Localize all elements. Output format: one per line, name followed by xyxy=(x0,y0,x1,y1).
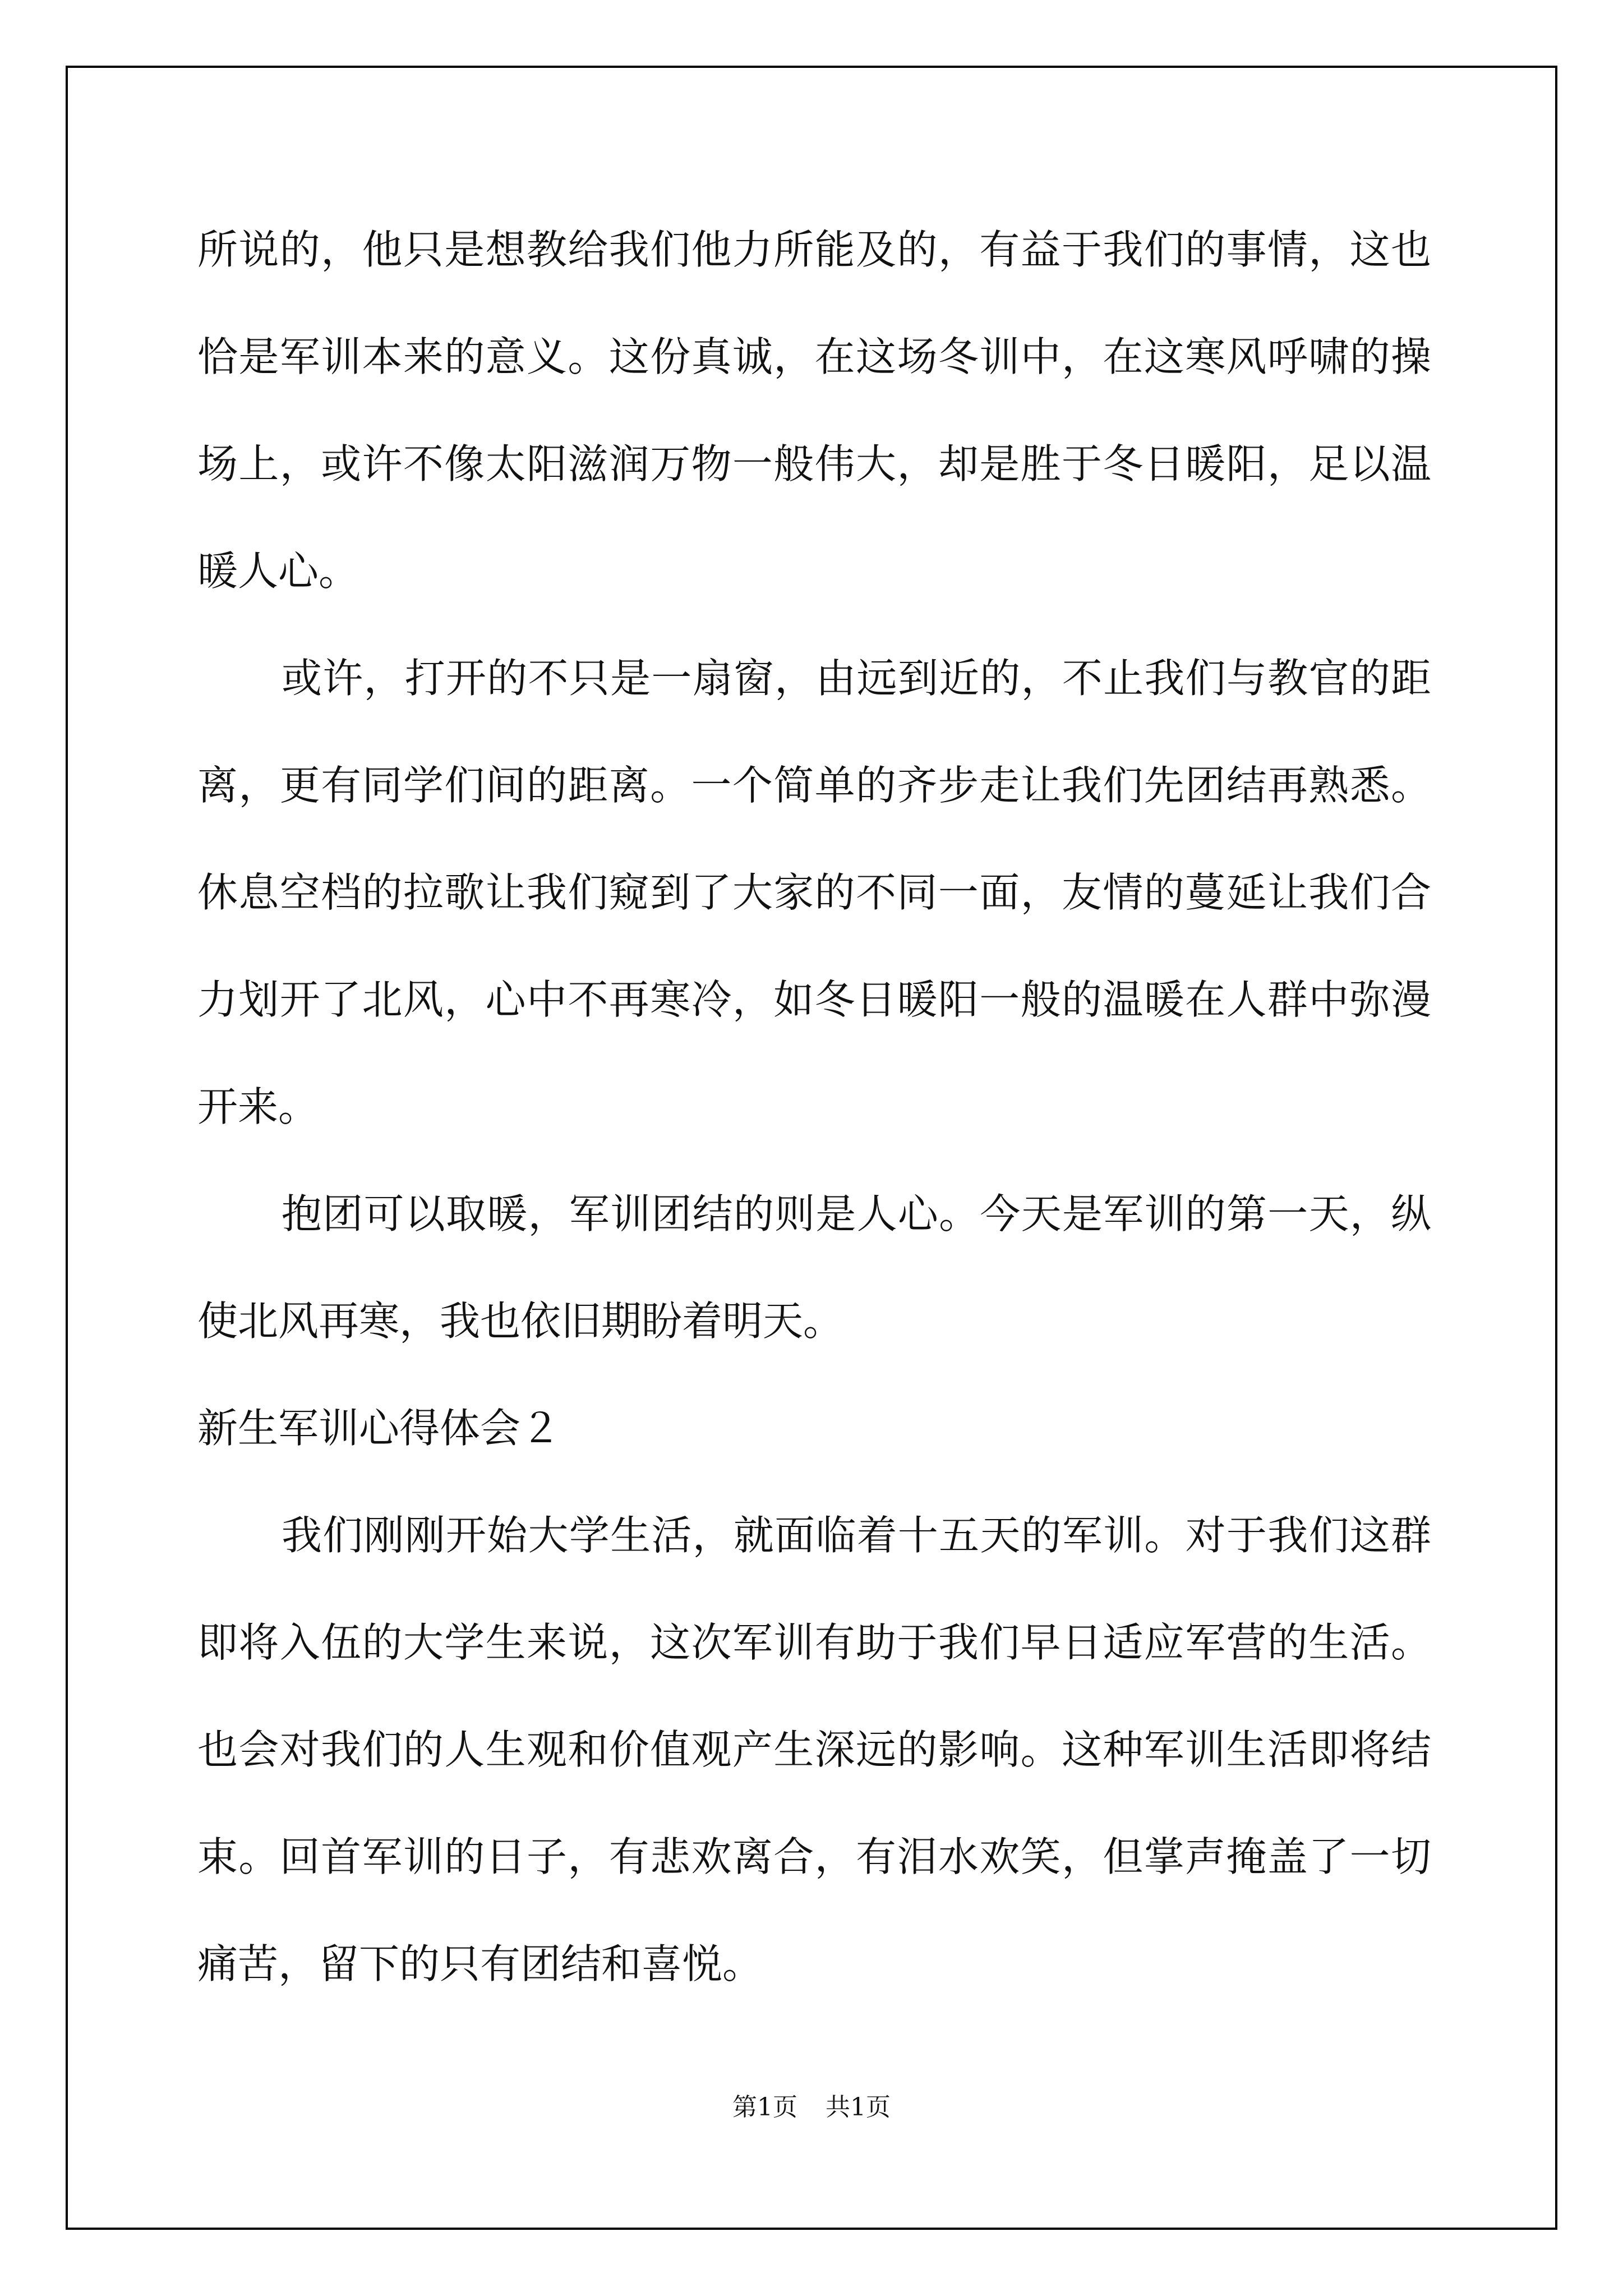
section-heading: 新生军训心得体会２ xyxy=(197,1405,561,1452)
paragraph: 我们刚刚开始大学生活，就面临着十五天的军训。对于我们这群即将入伍的大学生来说，这次军训有助于我们早日适应军营的生活。也会对我们的人生观和价值观产生深远的影响。这种军训生活即将结束。回首军训的日子，有悲欢离合，有泪水欢笑，但掌声掩盖了一切痛苦，留下的只有团结和喜悦。 xyxy=(197,1512,1431,1987)
paragraph: 抱团可以取暖，军训团结的则是人心。今天是军训的第一天，纵使北风再寒，我也依旧期盼着明天。 xyxy=(197,1190,1431,1345)
page-footer xyxy=(0,2087,1623,2123)
paragraph: 所说的，他只是想教给我们他力所能及的，有益于我们的事情，这也恰是军训本来的意义。这份真诚，在这场冬训中，在这寒风呼啸的操场上，或许不像太阳滋润万物一般伟大，却是胜于冬日暖阳，足以温暖人心。 xyxy=(197,226,1431,595)
page-total: 共1页 xyxy=(826,2093,891,2122)
paragraph: 或许，打开的不只是一扇窗，由远到近的，不止我们与教官的距离，更有同学们间的距离。一个简单的齐步走让我们先团结再熟悉。休息空档的拉歌让我们窥到了大家的不同一面，友情的蔓延让我们合力划开了北风，心中不再寒冷，如冬日暖阳一般的温暖在人群中弥漫开来。 xyxy=(197,655,1431,1130)
page-number: 第1页 xyxy=(732,2093,797,2122)
document-body xyxy=(197,196,1431,2018)
